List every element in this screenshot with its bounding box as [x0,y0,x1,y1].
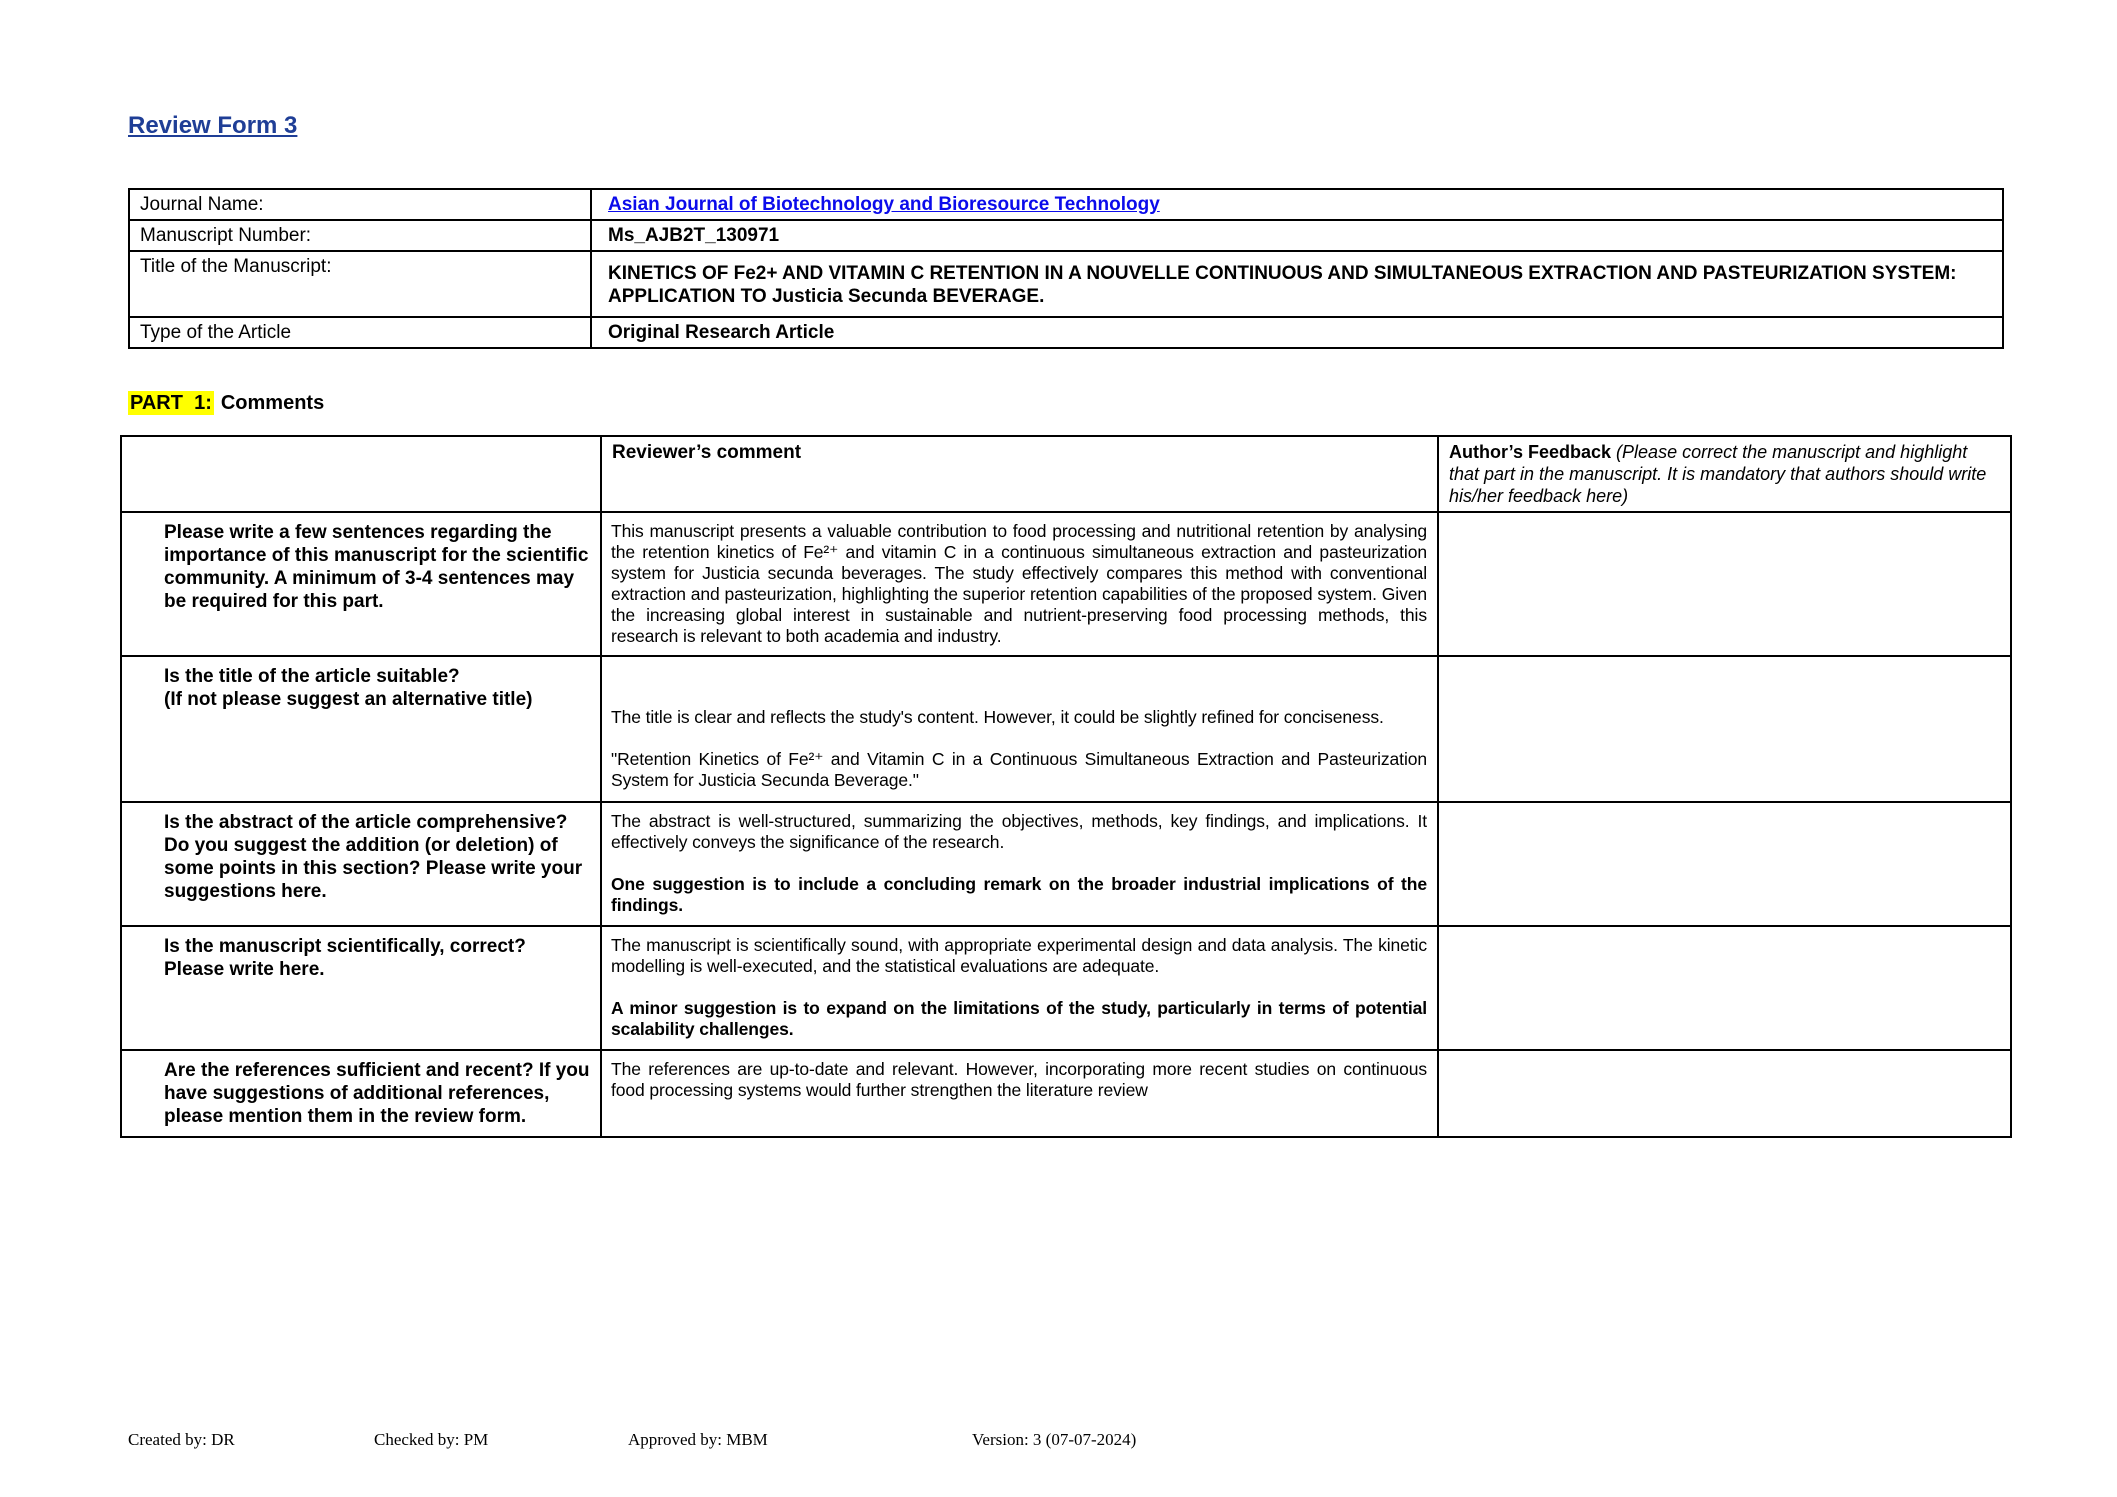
author-feedback-cell[interactable] [1438,1050,2011,1137]
author-feedback-cell[interactable] [1438,512,2011,656]
author-feedback-cell[interactable] [1438,802,2011,926]
question-line: Is the abstract of the article comprehensive? Do you suggest the addition (or deletion) of some points in this section? Please write your suggestions here. [164,812,583,902]
comment-row [121,656,2011,802]
question-cell [121,512,601,656]
author-feedback-header-note: (Please correct the manuscript and highlight that part in the manuscript. It is mandatory that authors should write his/her feedback here) [1449,442,1987,506]
footer-checked-by: Checked by: PM [374,1430,489,1449]
reviewer-comment-paragraph: The references are up-to-date and relevant. However, incorporating more recent studies on continuous food processing systems would further strengthen the literature review [611,1059,1427,1100]
reviewer-comment-paragraph: The manuscript is scientifically sound, with appropriate experimental design and data analysis. The kinetic modelling is well-executed, and the statistical evaluations are adequate. [611,935,1427,976]
reviewer-comment-cell [601,1050,1438,1137]
reviewer-comment-paragraph: This manuscript presents a valuable contribution to food processing and nutritional retention by analysing the retention kinetics of Fe²⁺ and vitamin C in a continuous simultaneous extraction and pasteurization system for Justicia secunda beverages. The study effectively compares this method with conventional extraction and pasteurization, highlighting the superior retention capabilities of the proposed system. Given the increasing global interest in sustainable and nutrient-preserving food processing methods, this research is relevant to both academia and industry. [611,521,1427,646]
info-value: KINETICS OF Fe2+ AND VITAMIN C RETENTION IN A NOUVELLE CONTINUOUS AND SIMULTANEOUS EXTRACTION AND PASTEURIZATION SYSTEM: APPLICATION TO Justicia Secunda BEVERAGE. [591,251,2003,317]
reviewer-comment-paragraph: A minor suggestion is to expand on the limitations of the study, particularly in terms of potential scalability challenges. [611,998,1427,1039]
info-row [129,251,2003,317]
info-label: Title of the Manuscript: [129,251,591,317]
info-row [129,189,2003,220]
question-cell [121,656,601,802]
part1-comments-label: Comments [220,392,325,414]
question-cell [121,1050,601,1137]
comment-row [121,512,2011,656]
reviewer-comment-paragraph: The title is clear and reflects the study's content. However, it could be slightly refined for conciseness. [611,707,1384,727]
page-title: Review Form 3 [128,112,298,139]
manuscript-info-table [128,188,2004,349]
author-feedback-cell[interactable] [1438,926,2011,1050]
info-row [129,220,2003,251]
info-value: Original Research Article [591,317,2003,348]
question-cell [121,802,601,926]
footer-approved-by: Approved by: MBM [628,1430,768,1449]
question-line: Is the manuscript scientifically, correct? Please write here. [164,936,526,980]
question-line: Are the references sufficient and recent? If you have suggestions of additional references, please mention them in the review form. [164,1060,590,1127]
reviewer-comment-paragraph: The abstract is well-structured, summarizing the objectives, methods, key findings, and implications. It effectively conveys the significance of the research. [611,811,1427,852]
info-label: Type of the Article [129,317,591,348]
reviewer-comment-header: Reviewer’s comment [601,436,1438,512]
author-feedback-cell[interactable] [1438,656,2011,802]
comment-row [121,926,2011,1050]
reviewer-comment-cell [601,656,1438,802]
footer-version: Version: 3 (07-07-2024) [972,1430,1137,1449]
journal-name-link[interactable]: Asian Journal of Biotechnology and Bioresource Technology [608,194,1160,215]
part1-badge: PART 1: [130,392,212,414]
question-cell [121,926,601,1050]
author-feedback-header [1438,436,2011,512]
comments-table [120,435,2012,1138]
info-value: Ms_AJB2T_130971 [591,220,2003,251]
question-line: (If not please suggest an alternative title) [164,689,533,710]
info-row [129,317,2003,348]
info-value [591,189,2003,220]
comments-header-row [121,436,2011,512]
comment-row [121,802,2011,926]
part1-heading [128,391,324,415]
info-label: Manuscript Number: [129,220,591,251]
question-line: Please write a few sentences regarding the importance of this manuscript for the scientific community. A minimum of 3-4 sentences may be required for this part. [164,522,589,612]
reviewer-comment-cell [601,926,1438,1050]
author-feedback-header-title: Author’s Feedback [1449,442,1617,462]
footer-created-by: Created by: DR [128,1430,235,1449]
reviewer-comment-paragraph: "Retention Kinetics of Fe²⁺ and Vitamin C in a Continuous Simultaneous Extraction and Pasteurization System for Justicia Secunda Beverage." [611,749,1427,790]
empty-header-cell [121,436,601,512]
info-label: Journal Name: [129,189,591,220]
reviewer-comment-cell [601,802,1438,926]
comment-row [121,1050,2011,1137]
reviewer-comment-paragraph: One suggestion is to include a concluding remark on the broader industrial implications of the findings. [611,874,1427,915]
question-line: Is the title of the article suitable? [164,666,460,687]
reviewer-comment-cell [601,512,1438,656]
